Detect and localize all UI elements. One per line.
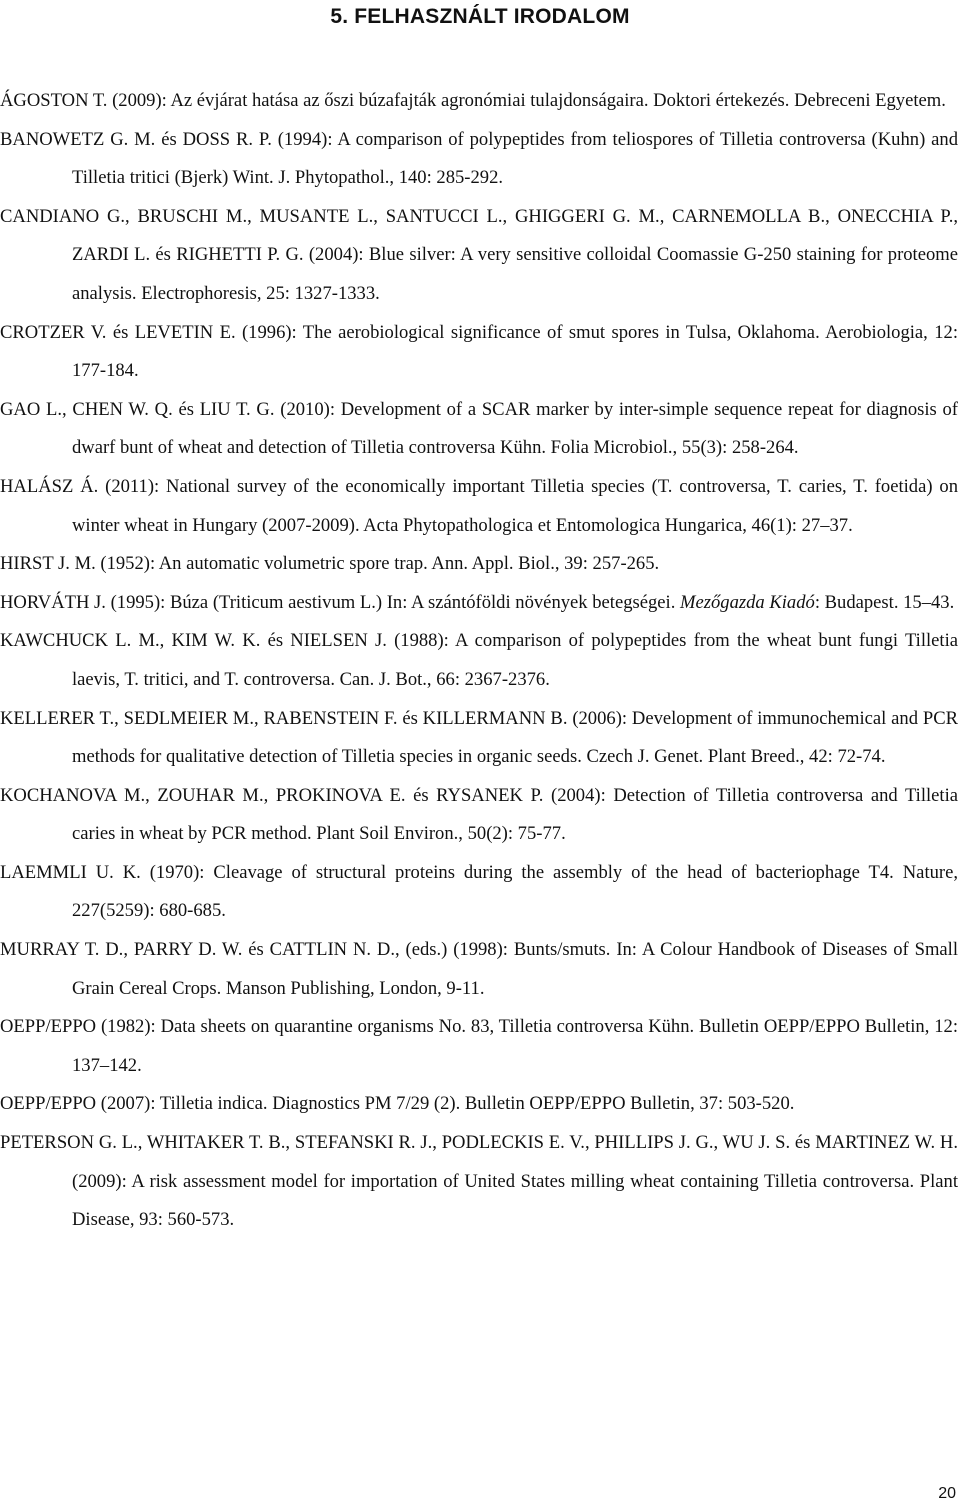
reference-item: OEPP/EPPO (2007): Tilletia indica. Diagnostics PM 7/29 (2). Bulletin OEPP/EPPO Bulletin, 37: 503-520.: [0, 1093, 795, 1115]
reference-item: HIRST J. M. (1952): An automatic volumetric spore trap. Ann. Appl. Biol., 39: 257-265.: [0, 553, 660, 575]
reference-item: HALÁSZ Á. (2011): National survey of the economically important Tilletia species (T. controversa, T. caries, T. foetida) on winter wheat in Hungary (2007-2009). Acta Phytopathologica et Entomologica Hungarica, 46(1): 27–37.: [0, 475, 958, 536]
reference-item: GAO L., CHEN W. Q. és LIU T. G. (2010): Development of a SCAR marker by inter-simple sequence repeat for diagnosis of dwarf bunt of wheat and detection of Tilletia controversa Kühn. Folia Microbiol., 55(3): 258-264.: [0, 398, 958, 459]
reference-item: KAWCHUCK L. M., KIM W. K. és NIELSEN J. (1988): A comparison of polypeptides from the wheat bunt fungi Tilletia laevis, T. tritici, and T. controversa. Can. J. Bot., 66: 2367-2376.: [0, 630, 958, 690]
reference-item: ÁGOSTON T. (2009): Az évjárat hatása az őszi búzafajták agronómiai tulajdonságaira. Doktori értekezés. Debreceni Egyetem.: [0, 90, 946, 111]
reference-item: CANDIANO G., BRUSCHI M., MUSANTE L., SANTUCCI L., GHIGGERI G. M., CARNEMOLLA B., ONECCHIA P., ZARDI L. és RIGHETTI P. G. (2004): Blue silver: A very sensitive colloidal Coomassie G-250 staining for proteome analysis. Electrophoresis, 25: 1327-1333.: [0, 205, 958, 304]
publisher-italic: Mezőgazda Kiadó: [680, 591, 815, 613]
page-number: 20: [938, 1485, 956, 1502]
reference-item: OEPP/EPPO (1982): Data sheets on quarantine organisms No. 83, Tilletia controversa Kühn. Bulletin OEPP/EPPO Bulletin, 12: 137–142.: [0, 1016, 958, 1076]
section-heading: 5. FELHASZNÁLT IRODALOM: [330, 5, 630, 28]
reference-item: KOCHANOVA M., ZOUHAR M., PROKINOVA E. és RYSANEK P. (2004): Detection of Tilletia controversa and Tilletia caries in wheat by PCR method. Plant Soil Environ., 50(2): 75-77.: [0, 784, 958, 845]
reference-item: CROTZER V. és LEVETIN E. (1996): The aerobiological significance of smut spores in Tulsa, Oklahoma. Aerobiologia, 12: 177-184.: [0, 321, 958, 382]
reference-item: BANOWETZ G. M. és DOSS R. P. (1994): A comparison of polypeptides from teliospores of Tilletia controversa (Kuhn) and Tilletia tritici (Bjerk) Wint. J. Phytopathol., 140: 285-292.: [0, 128, 958, 189]
reference-list: [0, 82, 958, 1240]
reference-item: HORVÁTH J. (1995): Búza (Triticum aestivum L.) In: A szántóföldi növények betegségei. Mezőgazda Kiadó: Budapest. 15–43.: [0, 591, 955, 613]
reference-item: PETERSON G. L., WHITAKER T. B., STEFANSKI R. J., PODLECKIS E. V., PHILLIPS J. G., WU J. S. és MARTINEZ W. H. (2009): A risk assessment model for importation of United States milling wheat containing Tilletia controversa. Plant Disease, 93: 560-573.: [0, 1132, 958, 1231]
reference-item: KELLERER T., SEDLMEIER M., RABENSTEIN F. és KILLERMANN B. (2006): Development of immunochemical and PCR methods for qualitative detection of Tilletia species in organic seeds. Czech J. Genet. Plant Breed., 42: 72-74.: [0, 707, 958, 768]
reference-item: MURRAY T. D., PARRY D. W. és CATTLIN N. D., (eds.) (1998): Bunts/smuts. In: A Colour Handbook of Diseases of Small Grain Cereal Crops. Manson Publishing, London, 9-11.: [0, 939, 958, 999]
reference-item: LAEMMLI U. K. (1970): Cleavage of structural proteins during the assembly of the head of bacteriophage T4. Nature, 227(5259): 680-685.: [0, 861, 958, 922]
